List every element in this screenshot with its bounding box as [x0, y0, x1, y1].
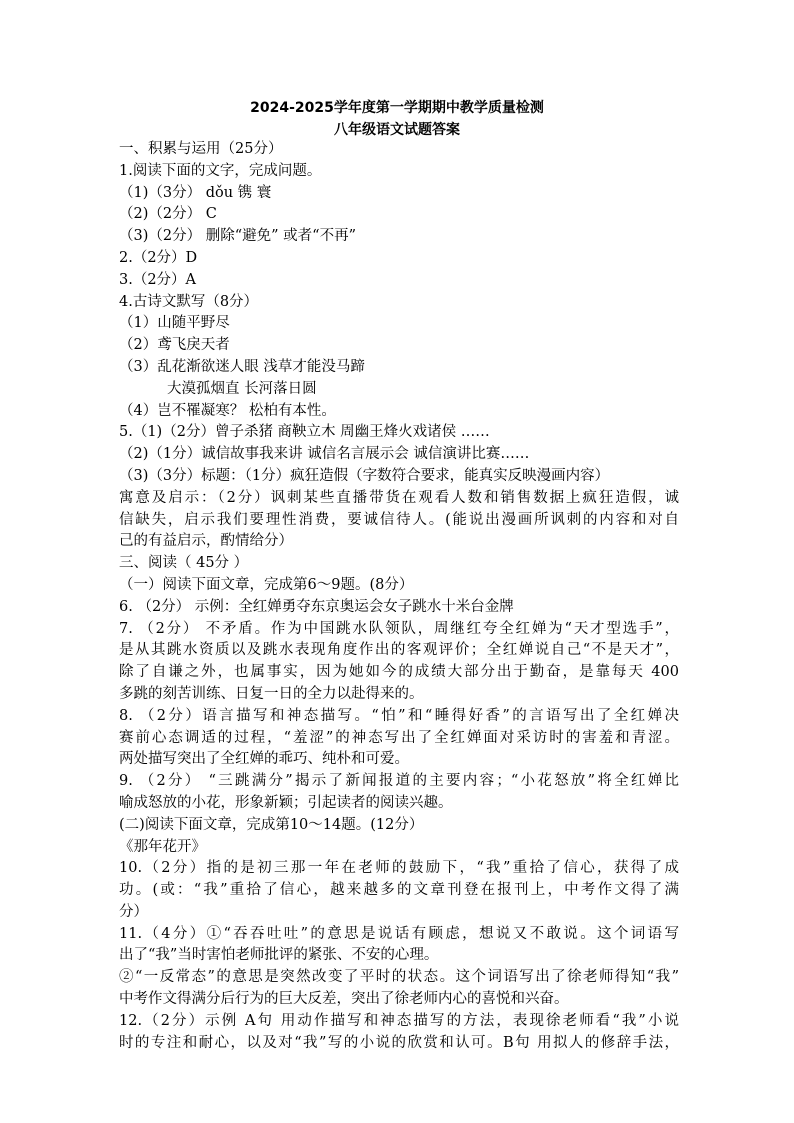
answer-line: 功。(或：“我”重拾了信心，越来越多的文章刊登在报刊上，中考作文得了满	[119, 882, 679, 899]
answer-line: 《那年花开》	[119, 838, 206, 855]
answer-line: 9. （2分） “三跳满分”揭示了新闻报道的主要内容；“小花怒放”将全红婵比	[119, 773, 679, 790]
answer-line: （2)（1分）诚信故事我来讲 诚信名言展示会 诚信演讲比赛……	[119, 446, 530, 463]
answer-line: 中考作文得满分后行为的巨大反差，突出了徐老师内心的喜悦和兴奋。	[119, 991, 569, 1008]
answer-line: 一、积累与运用（25分）	[119, 141, 283, 157]
answer-line: 喻成怒放的小花，形象新颖；引起读者的阅读兴趣。	[119, 794, 453, 811]
answer-line: 1.阅读下面的文字，完成问题。	[119, 162, 322, 179]
answer-line: 是从其跳水资质以及跳水表现角度作出的客观评价；全红婵说自己“不是天才”，	[119, 642, 679, 659]
answer-line: 12.（2分）示例 A句 用动作描写和神态描写的方法，表现徐老师看“我”小说	[119, 1012, 679, 1029]
answer-line: 3.（2分）A	[119, 271, 197, 288]
answer-line: （3)（2分） 删除“避免” 或者“不再”	[119, 228, 356, 245]
answer-line: 三、阅读（ 45分 ）	[119, 555, 249, 572]
answer-line: (二)阅读下面文章，完成第10～14题。(12分）	[119, 816, 424, 833]
answer-line: 6. （2分） 示例：全红婵勇夺东京奥运会女子跳水十米台金牌	[119, 598, 514, 615]
answer-line: 时的专注和耐心，以及对“我”写的小说的欣赏和认可。B句 用拟人的修辞手法，	[119, 1034, 679, 1051]
answer-line: 寓意及启示：（2分）讽刺某些直播带货在观看人数和销售数据上疯狂造假，诚	[119, 489, 679, 506]
answer-line: 赛前心态调适的过程，“羞涩”的神态写出了全红婵面对采访时的害羞和青涩。	[119, 729, 679, 746]
answer-line: （2）鸢飞戾天者	[119, 337, 230, 354]
answer-line: 两处描写突出了全红婵的乖巧、纯朴和可爱。	[119, 751, 409, 768]
answer-line: （2)（2分） C	[119, 206, 217, 223]
answer-line: （1）山随平野尽	[119, 315, 230, 332]
answer-line: （1)（3分） dǒu 镌 寰	[119, 184, 272, 201]
answer-line: 10.（2分）指的是初三那一年在老师的鼓励下，“我”重拾了信心，获得了成	[119, 860, 679, 877]
answer-line: 11.（4分）①“吞吞吐吐”的意思是说话有顾虑，想说又不敢说。这个词语写	[119, 925, 679, 942]
exam-title: 2024-2025学年度第一学期期中教学质量检测	[250, 100, 544, 116]
answer-line: 出了“我”当时害怕老师批评的紧张、不安的心理。	[119, 947, 439, 964]
answer-line: 4.古诗文默写（8分）	[119, 293, 259, 310]
answer-line: 多跳的刻苦训练、日复一日的全力以赴得来的。	[119, 685, 424, 702]
answer-line: （3）乱花渐欲迷人眼 浅草才能没马蹄	[119, 358, 365, 375]
answer-line: 信缺失，启示我们要理性消费，要诚信待人。(能说出漫画所讽刺的内容和对自	[119, 511, 679, 528]
answer-line: 除了自谦之外，也属事实，因为她如今的成绩大部分出于勤奋，是靠每天 400	[119, 664, 679, 681]
answer-line: 5.（1)（2分）曾子杀猪 商鞅立木 周幽王烽火戏诸侯 ……	[119, 424, 490, 441]
answer-line: （3)（3分）标题：（1分）疯狂造假（字数符合要求，能真实反映漫画内容）	[119, 467, 610, 484]
answer-line: 己的有益启示，酌情给分）	[119, 533, 293, 550]
answer-line: ②“一反常态”的意思是突然改变了平时的状态。这个词语写出了徐老师得知“我”	[119, 969, 679, 986]
answer-line: 大漠孤烟直 长河落日圆	[167, 380, 317, 397]
answer-line: 2.（2分）D	[119, 249, 198, 266]
answer-line: 7. （2分） 不矛盾。作为中国跳水队领队，周继红夸全红婵为“天才型选手”，	[119, 620, 679, 637]
answer-line: （4）岂不罹凝寒？ 松柏有本性。	[119, 402, 336, 419]
answer-line: （一）阅读下面文章，完成第6～9题。(8分）	[119, 576, 414, 593]
answer-line: 8. （2分）语言描写和神态描写。“怕”和“睡得好香”的言语写出了全红婵决	[119, 707, 679, 724]
exam-subtitle: 八年级语文试题答案	[334, 122, 460, 138]
answer-body	[119, 139, 679, 1054]
answer-line: 分）	[119, 903, 148, 920]
